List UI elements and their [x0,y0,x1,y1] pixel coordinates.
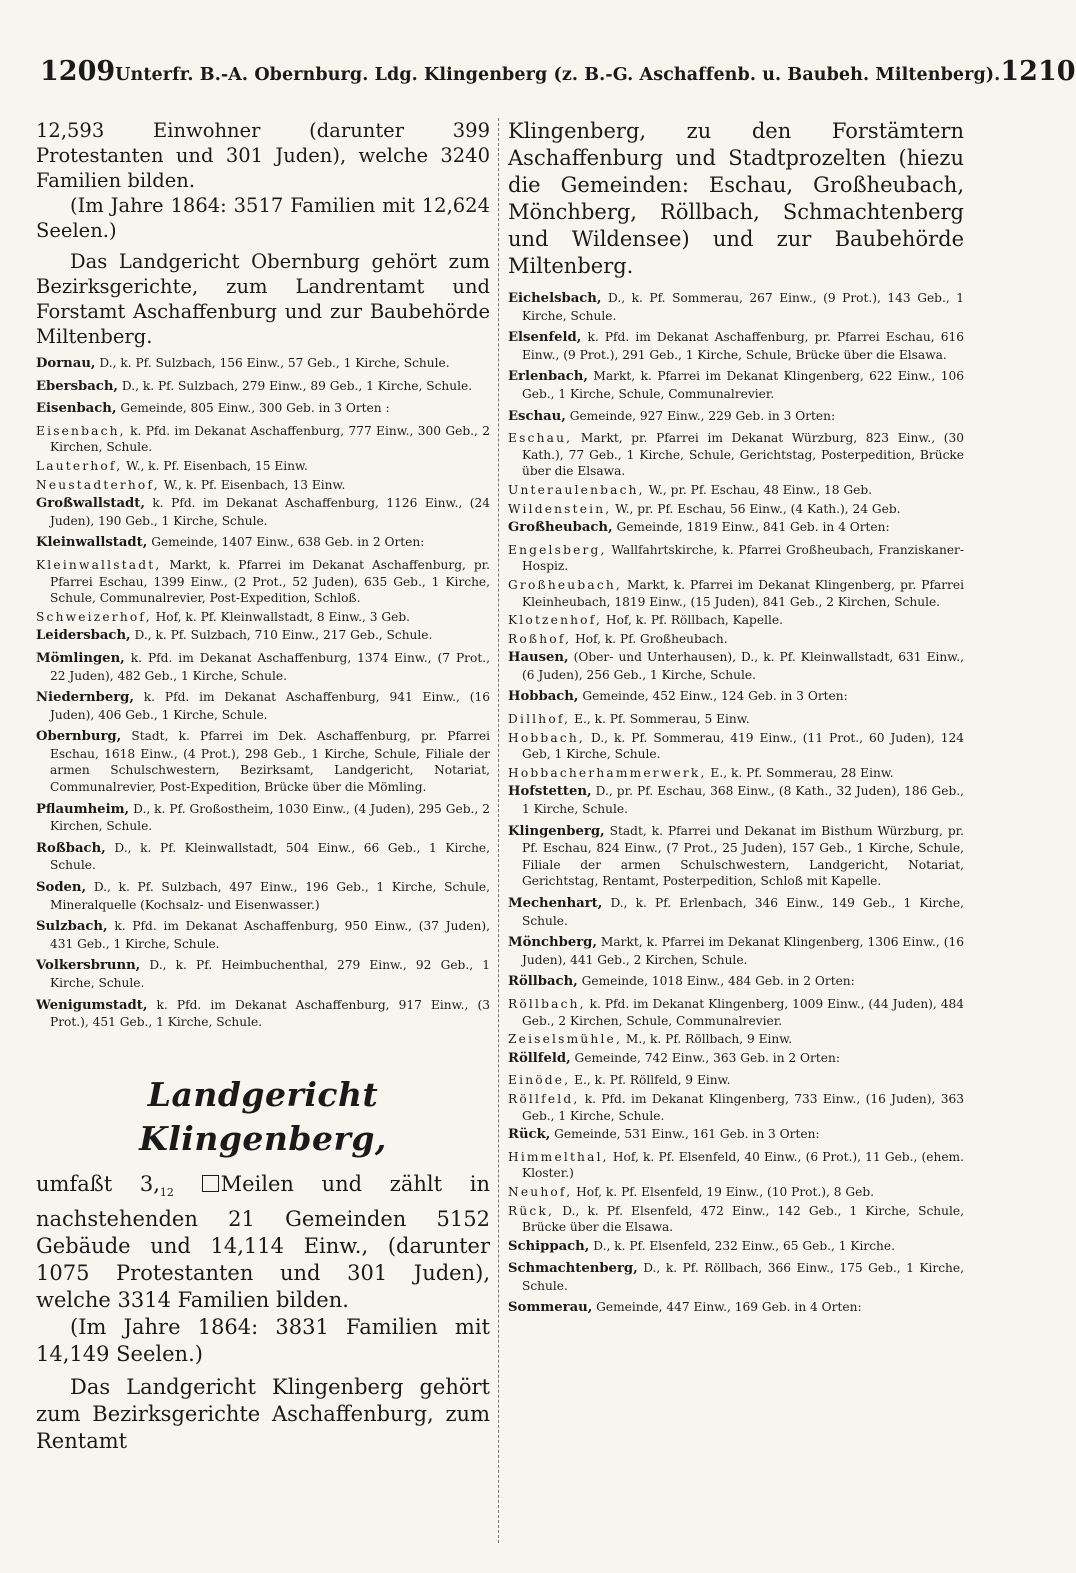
place-name: Elsenfeld, [508,330,582,346]
klingenberg-jurisdiction-paragraph: Das Landgericht Klingenberg gehört zum Bezirksgerichte Aschaffenburg, zum Rentamt [36,1374,490,1453]
place-description: k. Pfd. im Dekanat Aschaffenburg, pr. Pfarrei Eschau, 616 Einw., (9 Prot.), 291 Geb., 1 Kirche, Schule, Brücke über die Elsawa. [522,330,964,362]
gazetteer-entry [36,627,490,645]
place-description: D., k. Pf. Sulzbach, 279 Einw., 89 Geb., 1 Kirche, Schule. [118,378,473,393]
gazetteer-entry [36,689,490,723]
gazetteer-entry [36,728,490,795]
place-name: Mechenhart, [508,896,603,911]
place-name: Eisenbach, [36,401,117,417]
place-name: Eschau, [508,431,573,446]
place-name: Kleinwallstadt, [36,535,148,551]
gazetteer-sub-entry [36,423,490,456]
place-description: Gemeinde, 1407 Einw., 638 Geb. in 2 Orten: [147,535,425,550]
klingenberg-1864-paragraph: (Im Jahre 1864: 3831 Familien mit 14,149 Seelen.) [36,1314,490,1366]
left-column [36,118,490,1455]
place-description: Hof, k. Pf. Kleinwallstadt, 8 Einw., 3 Geb. [151,609,411,624]
place-description: D., k. Pf. Elsenfeld, 472 Einw., 142 Geb., 1 Kirche, Schule, Brücke über die Elsawa. [522,1203,964,1235]
gazetteer-entry [508,368,964,402]
gazetteer-sub-entry [508,711,964,728]
place-name: Mömlingen, [36,650,125,666]
gazetteer-entry [36,840,490,874]
gazetteer-sub-entry [508,482,964,499]
gazetteer-sub-entry [508,1091,964,1124]
place-description: D., pr. Pf. Eschau, 368 Einw., (8 Kath., 32 Juden), 186 Geb., 1 Kirche, Schule. [522,784,964,817]
place-description: D., k. Pf. Sulzbach, 156 Einw., 57 Geb., 1 Kirche, Schule. [95,356,450,370]
place-description: D., k. Pf. Kleinwallstadt, 504 Einw., 66 Geb., 1 Kirche, Schule. [50,840,490,873]
gazetteer-sub-entry [508,996,964,1029]
place-name: Ebersbach, [36,378,119,394]
place-description: Gemeinde, 927 Einw., 229 Geb. in 3 Orten: [565,408,836,423]
place-description: Hof, k. Pf. Elsenfeld, 40 Einw., (6 Prot.), 11 Geb., (ehem. Kloster.) [522,1149,964,1181]
section-title-klingenberg: Landgericht Klingenberg, [139,1074,387,1158]
place-description: Gemeinde, 1819 Einw., 841 Geb. in 4 Orten: [612,520,890,535]
place-name: Wenigumstadt, [36,997,148,1013]
place-name: Lauterhof, [36,458,123,473]
place-name: Großheubach, [508,520,613,536]
klingenberg-area-value: umfaßt 3, [36,1171,160,1196]
place-name: Schippach, [508,1238,590,1254]
klingenberg-forestry-paragraph: Klingenberg, zu den Forstämtern Aschaffenburg und Stadtprozelten (hiezu die Gemeinden: Eschau, Großheubach, Mönchberg, Röllbach, Schmachtenberg und Wildensee) und zur Baubehörde Miltenberg. [508,119,964,278]
place-description: D., k. Pf. Heimbuchenthal, 279 Einw., 92 Geb., 1 Kirche, Schule. [50,958,490,990]
place-name: Wildenstein, [508,501,612,516]
page-number-right: 1210 [1000,56,1076,87]
place-description: k. Pfd. im Dekanat Aschaffenburg, 941 Einw., (16 Juden), 406 Geb., 1 Kirche, Schule. [50,690,490,722]
place-name: Zeiselsmühle, [508,1032,623,1047]
place-description: D., k. Pf. Sommerau, 419 Einw., (11 Prot., 60 Juden), 124 Geb, 1 Kirche, Schule. [522,730,964,762]
place-name: Schweizerhof, [36,609,152,624]
left-gazetteer-list [36,355,490,1031]
place-name: Einöde, [508,1073,571,1088]
gazetteer-sub-entry [36,557,490,607]
place-name: Himmelthal, [508,1149,609,1164]
gazetteer-entry [36,801,490,835]
place-description: D., k. Pf. Elsenfeld, 232 Einw., 65 Geb., 1 Kirche. [589,1238,895,1253]
place-description: Hof, k. Pf. Röllbach, Kapelle. [602,613,783,628]
klingenberg-area-fraction: 12 [159,1185,174,1199]
klingenberg-intro-paragraph [36,1171,490,1314]
place-name: Dillhof, [508,712,571,727]
place-description: (Ober- und Unterhausen), D., k. Pf. Kleinwallstadt, 631 Einw., (6 Juden), 256 Geb., 1 Kirche, Schule. [522,650,964,682]
place-name: Unteraulenbach, [508,482,645,497]
place-description: Markt, pr. Pfarrei im Dekanat Würzburg, 823 Einw., (30 Kath.), 77 Geb., 1 Kirche, Schule, Gerichtstag, Posterpedition, Brücke über die Elsawa. [522,431,964,479]
gazetteer-sub-entry [36,458,490,475]
place-description: k. Pfd. im Dekanat Aschaffenburg, 950 Einw., (37 Juden), 431 Geb., 1 Kirche, Schule. [50,919,490,951]
place-name: Eschau, [508,408,566,424]
place-name: Röllbach, [508,974,578,990]
gazetteer-entry [36,918,490,952]
place-name: Erlenbach, [508,369,588,385]
place-description: E., k. Pf. Röllfeld, 9 Einw. [570,1073,731,1088]
place-name: Eisenbach, [36,423,126,438]
gazetteer-sub-entry [508,730,964,763]
place-name: Leidersbach, [36,628,131,644]
place-name: Roßhof, [508,631,572,646]
place-description: Gemeinde, 1018 Einw., 484 Geb. in 2 Orten: [577,974,855,989]
right-column [508,118,964,1322]
gazetteer-sub-entry [508,501,964,518]
place-description: Gemeinde, 531 Einw., 161 Geb. in 3 Orten: [550,1127,820,1142]
column-divider [498,118,499,1543]
place-name: Pflaumheim, [36,801,130,817]
gazetteer-entry [36,534,490,552]
place-description: Stadt, k. Pfarrei und Dekanat im Bisthum Würzburg, pr. Pf. Eschau, 824 Einw., (7 Prot., 25 Juden), 157 Geb., 1 Kirche, Schule, Filiale der armen Schulschwestern, Landgericht, Notariat, Gerichtstag, Rentamt, Posterpedition, Schloß mit Kapelle. [522,823,964,889]
gazetteer-entry [508,688,964,706]
place-name: Volkersbrunn, [36,958,141,974]
place-name: Mönchberg, [508,935,597,951]
place-description: Markt, k. Pfarrei im Dekanat Aschaffenburg, pr. Pfarrei Eschau, 1399 Einw., (2 Prot., 52 Juden), 635 Geb., 1 Kirche, Schule, Communalrevier, Post-Expedition, Schloß. [50,557,490,606]
place-description: k. Pfd. im Dekanat Aschaffenburg, 777 Einw., 300 Geb., 2 Kirchen, Schule. [50,423,490,455]
place-name: Sulzbach, [36,919,108,935]
gazetteer-sub-entry [508,765,964,782]
place-description: D., k. Pf. Röllbach, 366 Einw., 175 Geb., 1 Kirche, Schule. [522,1261,964,1293]
place-name: Dornau, [36,356,96,371]
place-name: Neuhof, [508,1184,573,1199]
gazetteer-entry [508,290,964,324]
place-name: Hofstetten, [508,784,592,800]
place-name: Niedernberg, [36,690,134,706]
place-description: Gemeinde, 805 Einw., 300 Geb. in 3 Orten : [116,401,390,416]
gazetteer-sub-entry [36,609,490,626]
gazetteer-entry [508,1299,964,1317]
gazetteer-sub-entry [508,1203,964,1236]
place-description: D., k. Pf. Sommerau, 267 Einw., (9 Prot.), 143 Geb., 1 Kirche, Schule. [522,291,964,323]
gazetteer-sub-entry [508,577,964,610]
gazetteer-entry [508,1260,964,1294]
place-name: Klotzenhof, [508,613,603,628]
place-description: W., pr. Pf. Eschau, 56 Einw., (4 Kath.), 24 Geb. [611,501,901,516]
place-description: Stadt, k. Pfarrei im Dek. Aschaffenburg, pr. Pfarrei Eschau, 1618 Einw., (4 Prot.), 298 Geb., 1 Kirche, Schule, Filiale der armen Schulschwestern, Bezirksamt, Landgericht, Notariat, Communalrevier, Post-Expedition, Brücke über die Mömling. [50,729,490,795]
place-name: Hobbach, [508,689,579,705]
place-description: M., k. Pf. Röllbach, 9 Einw. [622,1032,793,1047]
place-description: Markt, k. Pfarrei im Dekanat Klingenberg, 622 Einw., 106 Geb., 1 Kirche, Schule, Communalrevier. [522,369,964,401]
gazetteer-entry [36,378,490,396]
place-name: Schmachtenberg, [508,1261,638,1277]
place-name: Engelsberg, [508,542,607,557]
gazetteer-entry [508,519,964,537]
gazetteer-entry [36,957,490,991]
gazetteer-entry [508,934,964,968]
gazetteer-sub-entry [508,1184,964,1201]
place-name: Hausen, [508,650,569,666]
page-number-left: 1209 [40,56,116,87]
place-description: k. Pfd. im Dekanat Klingenberg, 1009 Einw., (44 Juden), 484 Geb., 2 Kirchen, Schule, Communalrevier. [522,996,964,1028]
gazetteer-entry [508,1050,964,1068]
place-description: D., k. Pf. Erlenbach, 346 Einw., 149 Geb., 1 Kirche, Schule. [522,896,964,928]
place-description: Hof, k. Pf. Elsenfeld, 19 Einw., (10 Prot.), 8 Geb. [572,1184,875,1199]
place-name: Eichelsbach, [508,291,602,306]
place-name: Röllfeld, [508,1091,580,1106]
place-description: k. Pfd. im Dekanat Klingenberg, 733 Einw., (16 Juden), 363 Geb., 1 Kirche, Schule. [522,1091,964,1123]
gazetteer-entry [508,783,964,817]
gazetteer-entry [36,879,490,913]
place-description: k. Pfd. im Dekanat Aschaffenburg, 1374 Einw., (7 Prot., 22 Juden), 482 Geb., 1 Kirche, Schule. [50,650,490,683]
place-name: Rück, [508,1127,551,1143]
gazetteer-sub-entry [508,1072,964,1089]
place-description: E., k. Pf. Sommerau, 5 Einw. [570,712,750,727]
place-description: Markt, k. Pfarrei im Dekanat Klingenberg, pr. Pfarrei Kleinheubach, 1819 Einw., (15 Juden), 841 Geb., 2 Kirchen, Schule. [522,577,964,609]
place-description: Gemeinde, 742 Einw., 363 Geb. in 2 Orten: [570,1050,840,1065]
place-description: Wallfahrtskirche, k. Pfarrei Großheubach, Franziskaner-Hospiz. [522,542,964,574]
gazetteer-entry [508,649,964,683]
place-description: Hof, k. Pf. Großheubach. [571,631,728,646]
square-miles-icon [202,1175,219,1192]
gazetteer-entry [36,997,490,1031]
right-gazetteer-list [508,290,964,1317]
place-name: Hobbach, [508,730,585,745]
obernburg-intro-paragraph: 12,593 Einwohner (darunter 399 Protestanten und 301 Juden), welche 3240 Familien bilden. [36,119,490,192]
place-description: W., k. Pf. Eisenbach, 15 Einw. [122,458,308,473]
gazetteer-sub-entry [508,430,964,480]
place-description: W., pr. Pf. Eschau, 48 Einw., 18 Geb. [644,482,873,497]
gazetteer-entry [36,355,490,373]
gazetteer-entry [508,823,964,890]
gazetteer-sub-entry [508,542,964,575]
gazetteer-sub-entry [508,612,964,629]
place-description: k. Pfd. im Dekanat Aschaffenburg, 917 Einw., (3 Prot.), 451 Geb., 1 Kirche, Schule. [50,997,490,1030]
place-description: E., k. Pf. Sommerau, 28 Einw. [706,765,894,780]
gazetteer-entry [508,1238,964,1256]
gazetteer-entry [508,973,964,991]
place-name: Neustadterhof, [36,477,160,492]
place-name: Soden, [36,880,87,896]
place-description: Gemeinde, 447 Einw., 169 Geb. in 4 Orten: [592,1300,862,1315]
place-name: Sommerau, [508,1300,593,1316]
obernburg-jurisdiction-paragraph: Das Landgericht Obernburg gehört zum Bezirksgerichte, zum Landrentamt und Forstamt Aschaffenburg und zur Baubehörde Miltenberg. [36,250,490,348]
gazetteer-entry [36,650,490,684]
place-name: Kleinwallstadt, [36,557,162,572]
gazetteer-sub-entry [508,1149,964,1182]
place-description: D., k. Pf. Sulzbach, 710 Einw., 217 Geb., Schule. [130,628,433,643]
gazetteer-entry [36,400,490,418]
gazetteer-sub-entry [36,477,490,494]
place-description: D., k. Pf. Sulzbach, 497 Einw., 196 Geb., 1 Kirche, Schule, Mineralquelle (Kochsalz- und Eisenwasser.) [50,880,490,912]
place-name: Roßbach, [36,840,106,856]
place-name: Röllbach, [508,996,586,1011]
place-name: Rück, [508,1203,555,1218]
klingenberg-intro-text: Meilen und zählt in nachstehenden 21 Gemeinden 5152 Gebäude und 14,114 Einw., (darunter 1075 Protestanten und 301 Juden), welche 3314 Familien bilden. [36,1171,490,1312]
place-description: W., k. Pf. Eisenbach, 13 Einw. [159,477,346,492]
gazetteer-entry [36,495,490,529]
place-name: Großwallstadt, [36,496,145,512]
place-description: Gemeinde, 452 Einw., 124 Geb. in 3 Orten: [578,689,848,704]
place-name: Großheubach, [508,577,622,592]
gazetteer-sub-entry [508,631,964,648]
place-name: Hobbacherhammerwerk, [508,765,707,780]
gazetteer-sub-entry [508,1031,964,1048]
obernburg-1864-paragraph: (Im Jahre 1864: 3517 Familien mit 12,624 Seelen.) [36,194,490,242]
place-name: Röllfeld, [508,1050,571,1066]
gazetteer-entry [508,895,964,929]
place-name: Obernburg, [36,729,122,745]
gazetteer-entry [508,408,964,426]
place-description: Markt, k. Pfarrei im Dekanat Klingenberg, 1306 Einw., (16 Juden), 441 Geb., 2 Kirchen, Schule. [522,935,964,967]
gazetteer-entry [508,329,964,363]
gazetteer-entry [508,1126,964,1144]
place-description: k. Pfd. im Dekanat Aschaffenburg, 1126 Einw., (24 Juden), 190 Geb., 1 Kirche, Schule. [50,496,490,528]
running-title: Unterfr. B.-A. Obernburg. Ldg. Klingenberg (z. B.-G. Aschaffenb. u. Baubeh. Miltenberg). [115,65,1001,85]
place-name: Klingenberg, [508,823,605,839]
place-description: D., k. Pf. Großostheim, 1030 Einw., (4 Juden), 295 Geb., 2 Kirchen, Schule. [50,801,490,834]
running-header [40,56,1076,96]
